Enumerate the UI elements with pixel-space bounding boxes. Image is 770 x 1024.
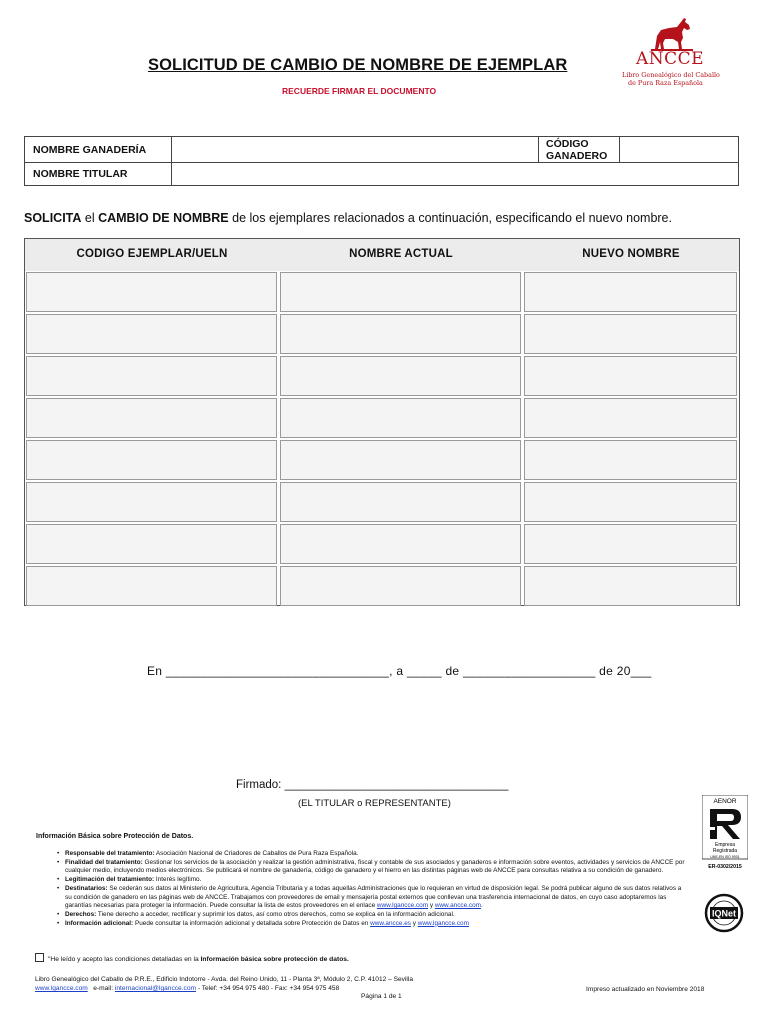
iqnet-label: IQNet	[711, 908, 737, 919]
registrada-label: Registrada	[712, 848, 738, 854]
ganaderia-field[interactable]	[172, 137, 538, 163]
table-cell[interactable]	[26, 272, 277, 312]
ganaderia-label: NOMBRE GANADERÍA	[25, 137, 172, 163]
table-cell[interactable]	[280, 524, 521, 564]
footer-contact	[35, 985, 339, 992]
consent-row[interactable]	[35, 953, 349, 963]
item-link[interactable]: www.ancce.es	[370, 919, 411, 927]
request-sentence	[24, 211, 672, 225]
table-cell[interactable]	[280, 398, 521, 438]
item-label: Responsable del tratamiento:	[65, 850, 155, 857]
iqnet-certification-logo	[700, 893, 748, 933]
codigo-label-line: GANADERO	[546, 150, 608, 162]
table-cell[interactable]	[26, 440, 277, 480]
table-cell[interactable]	[524, 356, 737, 396]
bullet-icon: •	[57, 919, 60, 927]
item-text: Puede consultar la información adicional y detallada sobre Protección de Datos en	[133, 919, 371, 927]
list-item	[57, 876, 688, 885]
bullet-icon: •	[57, 850, 60, 857]
codigo-ganadero-field[interactable]	[620, 137, 738, 163]
item-link[interactable]: www.lgancce.com	[417, 919, 469, 927]
table-cell[interactable]	[524, 440, 737, 480]
consent-text: "He leído y acepto las condiciones detalladas en la	[48, 956, 201, 963]
horses-table	[24, 238, 740, 606]
owner-table	[24, 136, 739, 186]
table-cell[interactable]	[280, 272, 521, 312]
titular-label: NOMBRE TITULAR	[25, 163, 172, 185]
item-label: Destinatarios:	[65, 884, 108, 892]
bullet-icon: •	[57, 910, 60, 918]
item-text: Tiene derecho a acceder, rectificar y suprimir los datos, así como otros derechos, como se explica en la información adicional.	[96, 910, 455, 918]
item-label: Información adicional:	[65, 919, 134, 927]
titular-field[interactable]	[172, 163, 738, 185]
item-text: Interés legítimo.	[154, 876, 202, 884]
aenor-label: AENOR	[713, 798, 737, 805]
item-text: .	[480, 902, 483, 910]
consent-text-bold: Información básica sobre protección de datos.	[200, 956, 349, 963]
printed-date: Impreso actualizado en Noviembre 2018	[586, 986, 705, 993]
page-number: Página 1 de 1	[361, 993, 402, 1000]
list-item	[57, 910, 688, 920]
signature-line[interactable]: Firmado: ___________________________________	[236, 779, 509, 791]
list-item	[57, 850, 688, 859]
horse-logo-icon	[651, 16, 693, 52]
er-code: ER-0302/2015	[708, 864, 742, 870]
logo-name: ANCCE	[635, 49, 705, 69]
item-text: Gestionar los servicios de la asociación y realizar la gestión administrativa, fiscal y contable de sus asociados y ganaderos e información sobre eventos, actividades y servicios de ANCCE por cualquier medio, incluyendo medios electrónicos. Se publicará el nombre de ganadería, código de ganadero y el hierro en las distintas páginas web de ANCCE para consultas relativa a su condición de ganadero.	[65, 858, 685, 875]
table-cell[interactable]	[524, 398, 737, 438]
table-cell[interactable]	[26, 566, 277, 606]
aenor-certification-logo	[702, 795, 748, 875]
item-label: Legitimación del tratamiento:	[65, 876, 155, 884]
bullet-icon: •	[57, 858, 60, 866]
footer-email-label: e-mail:	[87, 985, 115, 992]
bullet-icon: •	[57, 876, 60, 884]
list-item	[57, 884, 688, 911]
sign-reminder: RECUERDE FIRMAR EL DOCUMENTO	[282, 86, 437, 96]
data-protection-title: Información Básica sobre Protección de Datos.	[36, 833, 194, 840]
signer-role: (EL TITULAR o REPRESENTANTE)	[298, 798, 451, 809]
table-cell[interactable]	[26, 398, 277, 438]
item-label: Finalidad del tratamiento:	[65, 858, 143, 866]
page-title: SOLICITUD DE CAMBIO DE NOMBRE DE EJEMPLAR	[148, 56, 568, 74]
item-link[interactable]: www.ancce.com	[434, 902, 481, 910]
column-header: CODIGO EJEMPLAR/UELN	[25, 239, 279, 271]
data-protection-list	[57, 850, 688, 928]
table-cell[interactable]	[280, 482, 521, 522]
table-cell[interactable]	[280, 440, 521, 480]
consent-checkbox[interactable]	[35, 953, 44, 962]
request-text: de los ejemplares relacionados a continuación, especificando el nuevo nombre.	[228, 211, 672, 225]
table-cell[interactable]	[524, 482, 737, 522]
item-text: Se cederán sus datos al Ministerio de Agricultura, Agencia Tributaria y a todas aquellas Administraciones que lo requieran en virtud de disposición legal. Se podrá publicar alguno de sus datos relativos a su condición de ganadero en las páginas web de ANCCE. Trabajamos con proveedores de email y mensajería postal externos que conllevan una trasferencia internacional de datos, en cuyo caso adoptaremos las garantías necesarias para proteger la información. Puede consultar la lista de estos proveedores en el enlace	[65, 884, 682, 910]
bullet-icon: •	[57, 884, 60, 892]
request-keyword: CAMBIO DE NOMBRE	[98, 211, 229, 225]
footer-web-link[interactable]: www.lgancce.com	[35, 985, 88, 992]
date-line[interactable]: En ________________________________, a _____ de ___________________ de 20___	[147, 664, 652, 678]
logo-subtitle: Libro Genealógico del Caballo	[622, 71, 720, 79]
request-keyword: SOLICITA	[24, 211, 82, 225]
table-cell[interactable]	[524, 566, 737, 606]
table-cell[interactable]	[280, 356, 521, 396]
item-text: y	[428, 902, 435, 910]
column-header: NOMBRE ACTUAL	[279, 239, 523, 271]
table-cell[interactable]	[26, 314, 277, 354]
footer-address: Libro Genealógico del Caballo de P.R.E., Edificio Indotorre - Avda. del Reino Unido, 11 - Planta 3ª, Módulo 2, C.P. 41012 – Sevilla	[35, 976, 414, 983]
list-item	[57, 858, 688, 876]
codigo-label-line: CÓDIGO	[546, 138, 589, 150]
footer-phones: - Telef: +34 954 975 480 - Fax: +34 954 975 458	[196, 985, 340, 992]
item-link[interactable]: www.lgancce.com	[376, 902, 429, 910]
empresa-label: Empresa	[714, 842, 736, 848]
table-cell[interactable]	[524, 272, 737, 312]
table-cell[interactable]	[280, 566, 521, 606]
item-text: Asociación Nacional de Criadores de Caballos de Pura Raza Española.	[154, 850, 359, 857]
item-label: Derechos:	[65, 910, 97, 918]
table-cell[interactable]	[280, 314, 521, 354]
table-cell[interactable]	[26, 356, 277, 396]
list-item	[57, 919, 688, 929]
iso-label: UNE-EN ISO 9001	[710, 855, 740, 859]
request-text: el	[81, 211, 99, 225]
item-text: y	[411, 919, 418, 927]
column-header: NUEVO NOMBRE	[523, 239, 739, 271]
codigo-ganadero-label	[538, 137, 620, 163]
table-cell[interactable]	[524, 314, 737, 354]
table-cell[interactable]	[26, 482, 277, 522]
table-cell[interactable]	[26, 524, 277, 564]
table-cell[interactable]	[524, 524, 737, 564]
footer-email-link[interactable]: internacional@lgancce.com	[114, 985, 197, 992]
logo-subtitle: de Pura Raza Española	[628, 79, 703, 87]
